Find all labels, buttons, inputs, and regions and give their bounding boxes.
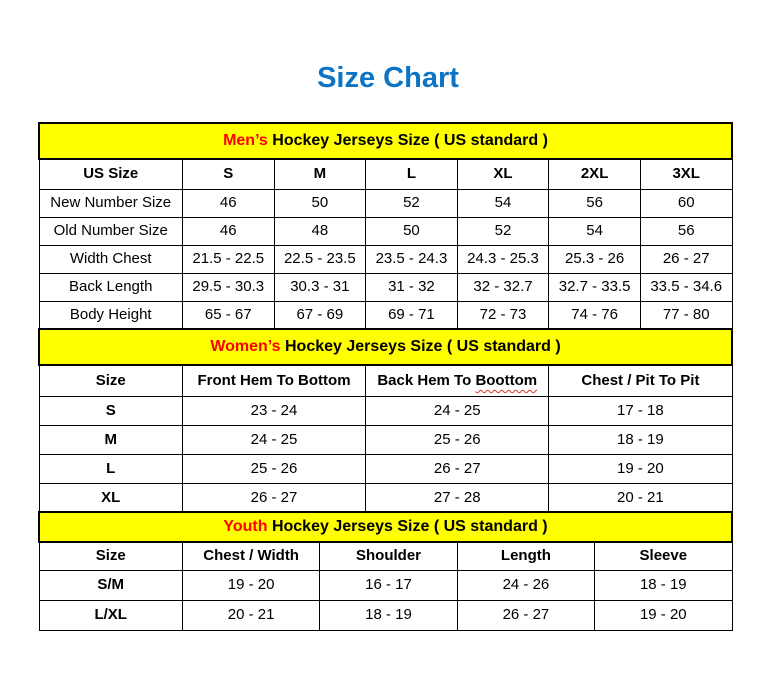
mens-size-value: 22.5 - 23.5 — [274, 246, 366, 274]
mens-table-row — [39, 190, 732, 218]
mens-column-header: US Size — [39, 159, 182, 190]
youth-section-title-accent: Youth — [223, 518, 268, 536]
womens-size-value: 20 - 21 — [549, 484, 732, 513]
misspelled-word: Boottom — [475, 371, 538, 389]
youth-column-header: Shoulder — [320, 542, 457, 571]
womens-column-header-row — [39, 365, 732, 397]
youth-size-value: 26 - 27 — [457, 601, 594, 631]
mens-size-value: 50 — [366, 218, 458, 246]
mens-section-title-rest: Hockey Jerseys Size ( US standard ) — [267, 132, 548, 150]
mens-size-value: 30.3 - 31 — [274, 274, 366, 302]
youth-column-header: Size — [39, 542, 182, 571]
mens-section-title-accent: Men’s — [223, 132, 268, 150]
womens-size-value: 27 - 28 — [366, 484, 549, 513]
womens-section-banner — [39, 329, 732, 365]
mens-table-row — [39, 218, 732, 246]
mens-table-row — [39, 302, 732, 330]
youth-table-row — [39, 571, 732, 601]
womens-column-header: Front Hem To Bottom — [182, 365, 365, 397]
youth-column-header: Sleeve — [595, 542, 732, 571]
youth-size-value: 18 - 19 — [320, 601, 457, 631]
mens-size-value: 32.7 - 33.5 — [549, 274, 641, 302]
womens-size-value: 23 - 24 — [182, 397, 365, 426]
mens-size-value: 52 — [457, 218, 549, 246]
mens-column-header: L — [366, 159, 458, 190]
mens-size-value: 77 - 80 — [640, 302, 732, 330]
womens-size-value: 25 - 26 — [366, 426, 549, 455]
youth-size-value: 18 - 19 — [595, 571, 732, 601]
mens-column-header: 2XL — [549, 159, 641, 190]
mens-size-value: 67 - 69 — [274, 302, 366, 330]
mens-row-label: Width Chest — [39, 246, 182, 274]
youth-section-title — [39, 512, 732, 542]
womens-size-value: 24 - 25 — [366, 397, 549, 426]
mens-section-banner — [39, 123, 732, 159]
mens-size-value: 33.5 - 34.6 — [640, 274, 732, 302]
youth-row-label: L/XL — [39, 601, 182, 631]
mens-size-value: 21.5 - 22.5 — [182, 246, 274, 274]
womens-size-value: 26 - 27 — [182, 484, 365, 513]
mens-row-label: New Number Size — [39, 190, 182, 218]
womens-table-row — [39, 484, 732, 513]
page-title-text: Size Chart — [317, 62, 459, 94]
womens-row-label: L — [39, 455, 182, 484]
mens-size-value: 25.3 - 26 — [549, 246, 641, 274]
youth-table-row — [39, 601, 732, 631]
mens-size-value: 46 — [182, 218, 274, 246]
youth-size-value: 20 - 21 — [182, 601, 319, 631]
mens-size-value: 56 — [549, 190, 641, 218]
mens-size-value: 52 — [366, 190, 458, 218]
youth-column-header: Chest / Width — [182, 542, 319, 571]
mens-size-value: 69 - 71 — [366, 302, 458, 330]
mens-size-value: 46 — [182, 190, 274, 218]
mens-size-value: 31 - 32 — [366, 274, 458, 302]
mens-size-value: 54 — [457, 190, 549, 218]
womens-size-table — [38, 328, 733, 513]
youth-column-header: Length — [457, 542, 594, 571]
mens-table-row — [39, 246, 732, 274]
womens-table-row — [39, 397, 732, 426]
womens-size-value: 24 - 25 — [182, 426, 365, 455]
womens-size-value: 25 - 26 — [182, 455, 365, 484]
womens-size-value: 19 - 20 — [549, 455, 732, 484]
womens-table-row — [39, 426, 732, 455]
size-chart — [38, 122, 733, 631]
youth-size-table — [38, 511, 733, 631]
womens-row-label: XL — [39, 484, 182, 513]
mens-size-table — [38, 122, 733, 330]
page-title — [0, 62, 776, 95]
womens-size-value: 17 - 18 — [549, 397, 732, 426]
mens-size-value: 74 - 76 — [549, 302, 641, 330]
womens-column-header: Back Hem To Boottom — [366, 365, 549, 397]
youth-row-label: S/M — [39, 571, 182, 601]
womens-row-label: S — [39, 397, 182, 426]
mens-column-header: XL — [457, 159, 549, 190]
mens-size-value: 65 - 67 — [182, 302, 274, 330]
mens-column-header: 3XL — [640, 159, 732, 190]
mens-column-header: M — [274, 159, 366, 190]
youth-size-value: 19 - 20 — [595, 601, 732, 631]
youth-section-banner — [39, 512, 732, 542]
mens-row-label: Body Height — [39, 302, 182, 330]
youth-column-header-row — [39, 542, 732, 571]
mens-row-label: Old Number Size — [39, 218, 182, 246]
mens-size-value: 56 — [640, 218, 732, 246]
womens-row-label: M — [39, 426, 182, 455]
womens-column-header: Chest / Pit To Pit — [549, 365, 732, 397]
mens-size-value: 72 - 73 — [457, 302, 549, 330]
mens-column-header: S — [182, 159, 274, 190]
mens-size-value: 26 - 27 — [640, 246, 732, 274]
mens-size-value: 32 - 32.7 — [457, 274, 549, 302]
womens-section-title — [39, 329, 732, 365]
youth-size-value: 16 - 17 — [320, 571, 457, 601]
mens-size-value: 50 — [274, 190, 366, 218]
youth-size-value: 24 - 26 — [457, 571, 594, 601]
mens-size-value: 54 — [549, 218, 641, 246]
mens-table-row — [39, 274, 732, 302]
womens-column-header: Size — [39, 365, 182, 397]
mens-size-value: 23.5 - 24.3 — [366, 246, 458, 274]
mens-section-title — [39, 123, 732, 159]
mens-size-value: 60 — [640, 190, 732, 218]
youth-section-title-rest: Hockey Jerseys Size ( US standard ) — [267, 518, 548, 536]
womens-section-title-rest: Hockey Jerseys Size ( US standard ) — [280, 338, 561, 356]
mens-size-value: 48 — [274, 218, 366, 246]
womens-table-row — [39, 455, 732, 484]
youth-size-value: 19 - 20 — [182, 571, 319, 601]
mens-size-value: 24.3 - 25.3 — [457, 246, 549, 274]
mens-column-header-row — [39, 159, 732, 190]
mens-size-value: 29.5 - 30.3 — [182, 274, 274, 302]
womens-section-title-accent: Women’s — [210, 338, 281, 356]
mens-row-label: Back Length — [39, 274, 182, 302]
womens-size-value: 26 - 27 — [366, 455, 549, 484]
womens-size-value: 18 - 19 — [549, 426, 732, 455]
